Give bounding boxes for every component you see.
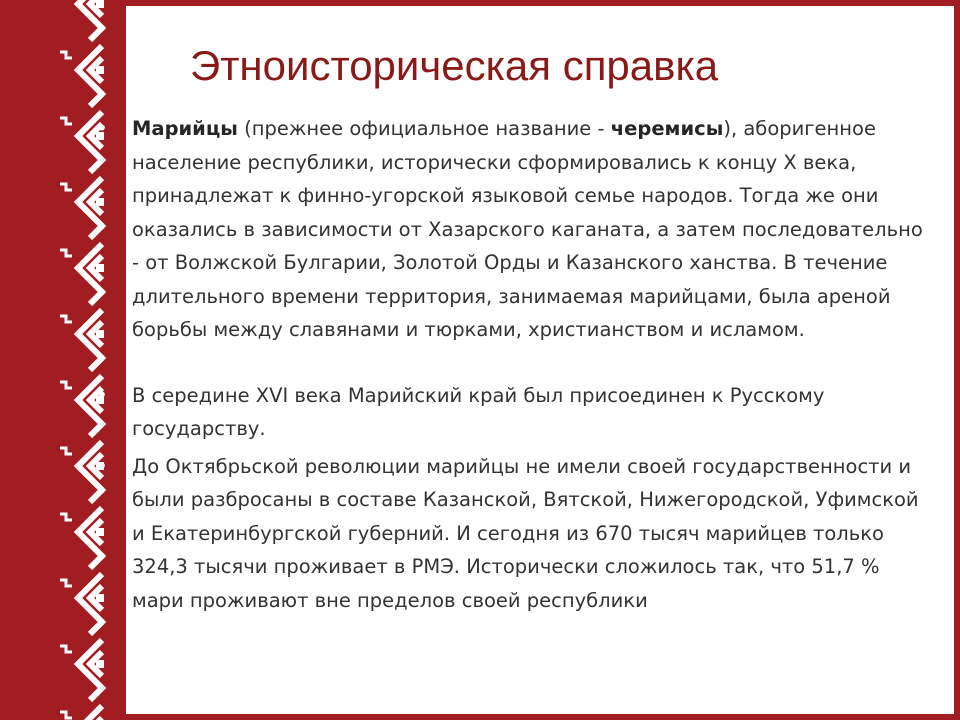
ornament-motif — [60, 706, 104, 720]
paragraph-1 — [96, 112, 928, 347]
slide-title: Этноисторическая справка — [190, 42, 719, 89]
paragraph-1-text — [132, 117, 923, 341]
frame-bottom — [126, 714, 960, 720]
paragraph-2-text: В середине XVI века Марийский край был присоединен к Русскому государству. — [132, 383, 825, 440]
frame-top-inner — [126, 6, 960, 8]
term-cheremisy: черемисы — [610, 117, 724, 140]
term-mariytsy: Марийцы — [132, 117, 238, 140]
bullet: • — [96, 116, 108, 140]
paragraph-3-text: До Октябрьской революции марийцы не имели своей государственности и были разбросаны в составе Казанской, Вятской, Нижегородской, Уфимской и Екатеринбургской губерний. И сегодня из 670 тысяч марийцев только 324,3 тысячи проживает в РМЭ. Исторически сложилось так, что 51,7 % мари проживают вне пределов своей республики — [132, 454, 919, 612]
spacer — [96, 347, 928, 379]
ornament-motif — [60, 640, 104, 700]
bullet: • — [96, 382, 108, 407]
paragraph-1-part-b: ), аборигенное население республики, исторически сформировались к концу X века, принадлежат к финно-угорской языковой семье народов. Тогда же они оказались в зависимости от Хазарского каганата, а затем последовательно - от Волжской Булгарии, Золотой Орды и Казанского ханства. В течение длительного времени территория, занимаемая марийцами, была ареной борьбы между славянами и тюрками, христианством и исламом. — [132, 117, 923, 341]
frame-right — [954, 0, 960, 720]
paragraph-1-part-a: (прежнее официальное название - — [237, 117, 611, 140]
slide-content — [96, 112, 928, 617]
ornament-motif — [60, 46, 104, 106]
bullet: • — [96, 453, 108, 478]
paragraph-3 — [96, 450, 928, 618]
ornament-motif — [60, 0, 104, 40]
paragraph-2 — [96, 379, 928, 446]
